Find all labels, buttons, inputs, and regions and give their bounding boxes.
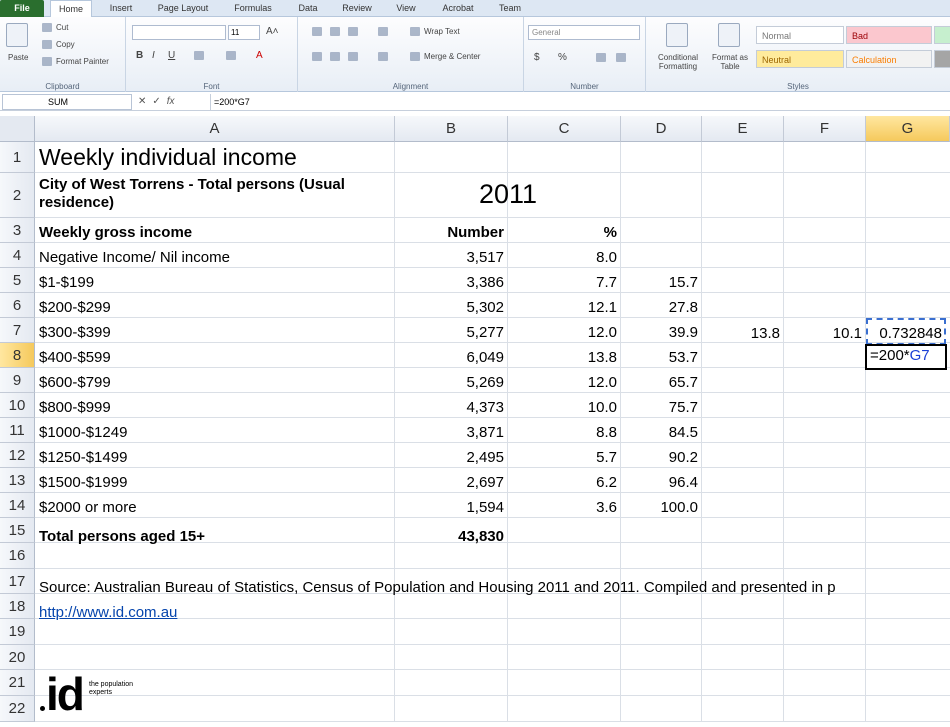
number-group-label: Number [570,82,599,91]
cell-g8-editing[interactable] [865,344,947,370]
alignment-group-label: Alignment [392,82,429,91]
row-header-10[interactable]: 10 [0,393,35,418]
italic-icon[interactable]: I [152,50,155,61]
ribbon-tab-bar [0,0,950,17]
row-header-16[interactable]: 16 [0,543,35,569]
borders-icon[interactable] [194,51,204,60]
font-size-select[interactable]: 11 [228,25,260,40]
cell-pct-row-5[interactable]: 7.7 [596,274,617,291]
cell-b3-header[interactable]: Number [447,224,504,241]
gridline-col [783,142,784,722]
cell-label-row-13[interactable]: $1500-$1999 [39,474,128,491]
gridline-row [35,568,950,569]
cell-label-row-14[interactable]: $2000 or more [39,499,137,516]
cell-number-row-14[interactable]: 1,594 [466,499,504,516]
gridline-row [35,669,950,670]
style-check-partial[interactable] [934,50,950,68]
cell-label-row-12[interactable]: $1250-$1499 [39,449,128,466]
align-center-icon[interactable] [330,52,340,61]
cell-number-row-6[interactable]: 5,302 [466,299,504,316]
cell-pct-row-6[interactable]: 12.1 [587,299,617,316]
row-header-14[interactable]: 14 [0,493,35,518]
cell-a15-total-label[interactable]: Total persons aged 15+ [39,528,206,545]
clipboard-group [0,17,126,92]
cell-number-row-7[interactable]: 5,277 [466,324,504,341]
styles-group [646,17,950,92]
cell-pct-row-4[interactable]: 8.0 [596,249,617,266]
style-neutral[interactable]: Neutral [756,50,844,68]
style-calculation[interactable]: Calculation [846,50,932,68]
tab-formulas[interactable]: Formulas [234,3,272,13]
gridline-row [35,644,950,645]
cell-cum-row-10[interactable]: 75.7 [668,399,698,416]
number-group [524,17,646,92]
select-all-corner[interactable] [0,116,35,142]
cell-label-row-10[interactable]: $800-$999 [39,399,111,416]
column-header-a[interactable]: A [35,116,395,142]
format-as-table-button[interactable]: Format as Table [711,53,748,71]
tab-page-layout[interactable]: Page Layout [157,3,209,13]
cancel-icon[interactable]: ✕ [138,96,147,107]
row-header-19[interactable]: 19 [0,619,35,645]
paste-icon[interactable] [6,23,28,47]
cell-cum-row-14[interactable]: 100.0 [660,499,698,516]
row-header-20[interactable]: 20 [0,645,35,670]
cell-number-row-10[interactable]: 4,373 [466,399,504,416]
logo-dot [40,706,45,711]
cell-b2-year[interactable]: 2011 [478,179,538,209]
font-name-select[interactable] [132,25,226,40]
indent-icon[interactable] [378,52,388,61]
worksheet-grid[interactable] [0,116,950,727]
cell-cum-row-5[interactable]: 15.7 [668,274,698,291]
cell-a18-link[interactable]: http://www.id.com.au [39,604,178,621]
align-right-icon[interactable] [348,52,358,61]
ribbon [0,17,950,92]
merge-center-button[interactable]: Merge & Center [424,52,481,61]
clipboard-group-label: Clipboard [45,82,80,91]
style-bad[interactable]: Bad [846,26,932,44]
cell-number-row-12[interactable]: 2,495 [466,449,504,466]
merge-center-icon [410,52,420,61]
column-header-e[interactable]: E [702,116,784,142]
row-header-12[interactable]: 12 [0,443,35,468]
grow-font-icon[interactable]: A˄ [266,26,279,37]
cell-pct-row-7[interactable]: 12.0 [587,324,617,341]
alignment-group [298,17,524,92]
row-header-8[interactable]: 8 [0,343,35,368]
logo-tagline: the population experts [89,681,133,696]
currency-icon[interactable]: $ [534,52,540,63]
cell-cum-row-13[interactable]: 96.4 [668,474,698,491]
align-bottom-icon[interactable] [348,27,358,36]
row-header-11[interactable]: 11 [0,418,35,443]
cell-a17-source[interactable]: Source: Australian Bureau of Statistics, Census of Population and Housing 2011 and 2011. Compiled and presented in p [39,579,836,596]
cell-label-row-5[interactable]: $1-$199 [39,274,95,291]
number-format-select[interactable]: General [528,25,640,40]
row-header-6[interactable]: 6 [0,293,35,318]
cell-pct-row-11[interactable]: 8.8 [596,424,617,441]
conditional-formatting-button[interactable]: Conditional Formatting [657,53,699,71]
tab-file[interactable]: File [0,0,44,17]
copy-icon [42,40,52,49]
tab-data[interactable]: Data [298,3,318,13]
cell-number-row-13[interactable]: 2,697 [466,474,504,491]
cell-f7[interactable]: 10.1 [832,325,862,342]
formula-input[interactable]: =200*G7 [210,94,948,110]
tab-insert[interactable]: Insert [109,3,133,13]
cell-a3-header[interactable]: Weekly gross income [39,224,193,241]
column-header-f[interactable]: F [784,116,866,142]
cell-cum-row-9[interactable]: 65.7 [668,374,698,391]
cell-number-row-11[interactable]: 3,871 [466,424,504,441]
formula-bar [0,93,950,111]
cell-pct-row-8[interactable]: 13.8 [587,349,617,366]
insert-function-icon[interactable]: fx [166,96,175,107]
cell-pct-row-14[interactable]: 3.6 [596,499,617,516]
row-header-9[interactable]: 9 [0,368,35,393]
cell-cum-row-4[interactable] [621,243,702,268]
font-group-label: Font [203,82,220,91]
increase-decimal-icon[interactable] [596,53,606,62]
cell-label-row-4[interactable]: Negative Income/ Nil income [39,249,230,266]
tab-review[interactable]: Review [342,3,372,13]
enter-icon[interactable]: ✓ [152,96,161,107]
font-color-icon[interactable]: A [256,50,263,61]
wrap-text-button[interactable]: Wrap Text [424,27,460,36]
row-header-1[interactable]: 1 [0,142,35,173]
column-header-d[interactable]: D [621,116,702,142]
column-header-g[interactable]: G [866,116,950,142]
cell-pct-row-12[interactable]: 5.7 [596,449,617,466]
cell-number-row-5[interactable]: 3,386 [466,274,504,291]
cell-label-row-8[interactable]: $400-$599 [39,349,111,366]
format-as-table-icon[interactable] [718,23,740,47]
style-normal[interactable]: Normal [756,26,844,44]
cut-button[interactable]: Cut [56,23,69,32]
cell-pct-row-9[interactable]: 12.0 [587,374,617,391]
cell-g7[interactable]: 0.732848 [879,325,942,342]
row-header-2[interactable]: 2 [0,173,35,218]
tab-home[interactable]: Home [50,0,92,18]
conditional-formatting-icon[interactable] [666,23,688,47]
tab-view[interactable]: View [396,3,416,13]
percent-icon[interactable]: % [558,52,567,63]
cell-cum-row-12[interactable]: 90.2 [668,449,698,466]
column-header-c[interactable]: C [508,116,621,142]
bold-icon[interactable]: B [136,50,144,61]
row-header-3[interactable]: 3 [0,218,35,243]
g8-formula-prefix: =200* [870,347,910,364]
cell-number-row-9[interactable]: 5,269 [466,374,504,391]
cell-label-row-9[interactable]: $600-$799 [39,374,111,391]
cell-c3-header[interactable]: % [603,224,617,241]
format-painter-button[interactable]: Format Painter [56,57,109,66]
row-header-5[interactable]: 5 [0,268,35,293]
cell-cum-row-8[interactable]: 53.7 [668,349,698,366]
decrease-decimal-icon[interactable] [616,53,626,62]
gridline-row [35,721,950,722]
g8-formula-ref: G7 [909,347,930,364]
cell-number-row-4[interactable]: 3,517 [466,249,504,266]
row-header-22[interactable]: 22 [0,696,35,722]
cell-pct-row-13[interactable]: 6.2 [596,474,617,491]
cell-label-row-6[interactable]: $200-$299 [39,299,111,316]
cut-icon [42,23,52,32]
row-header-21[interactable]: 21 [0,670,35,696]
cell-cum-row-6[interactable]: 27.8 [668,299,698,316]
cell-a2-subtitle[interactable]: City of West Torrens - Total persons (Usual residence) [39,176,345,211]
cell-cum-row-7[interactable]: 39.9 [668,324,698,341]
cell-e7[interactable]: 13.8 [750,325,780,342]
row-header-15[interactable]: 15 [0,518,35,543]
copy-button[interactable]: Copy [56,40,75,49]
paste-button[interactable]: Paste [8,53,29,62]
cell-label-row-11[interactable]: $1000-$1249 [39,424,128,441]
name-box[interactable]: SUM [2,94,132,110]
formula-buttons [138,94,210,110]
format-painter-icon [42,57,52,66]
align-left-icon[interactable] [312,52,322,61]
align-middle-icon[interactable] [330,27,340,36]
row-header-18[interactable]: 18 [0,594,35,619]
wrap-text-icon [410,27,420,36]
cell-a1-title[interactable]: Weekly individual income [39,144,297,170]
row-header-7[interactable]: 7 [0,318,35,343]
id-logo [40,668,135,720]
styles-group-label: Styles [787,82,809,91]
fill-color-icon[interactable] [226,51,236,60]
gridline-row [35,695,950,696]
cell-number-row-8[interactable]: 6,049 [466,349,504,366]
cell-pct-row-10[interactable]: 10.0 [587,399,617,416]
row-header-17[interactable]: 17 [0,569,35,594]
tab-team[interactable]: Team [498,3,521,13]
row-header-4[interactable]: 4 [0,243,35,268]
font-group [126,17,298,92]
style-good-partial[interactable] [934,26,950,44]
cell-b15-total[interactable]: 43,830 [458,528,504,545]
column-header-b[interactable]: B [395,116,508,142]
logo-mark: id [46,668,83,720]
align-top-icon[interactable] [312,27,322,36]
tab-acrobat[interactable]: Acrobat [442,3,474,13]
cell-label-row-7[interactable]: $300-$399 [39,324,111,341]
row-header-13[interactable]: 13 [0,468,35,493]
cell-cum-row-11[interactable]: 84.5 [668,424,698,441]
underline-icon[interactable]: U [168,50,176,61]
orientation-icon[interactable] [378,27,388,36]
gridline-col [865,142,866,722]
